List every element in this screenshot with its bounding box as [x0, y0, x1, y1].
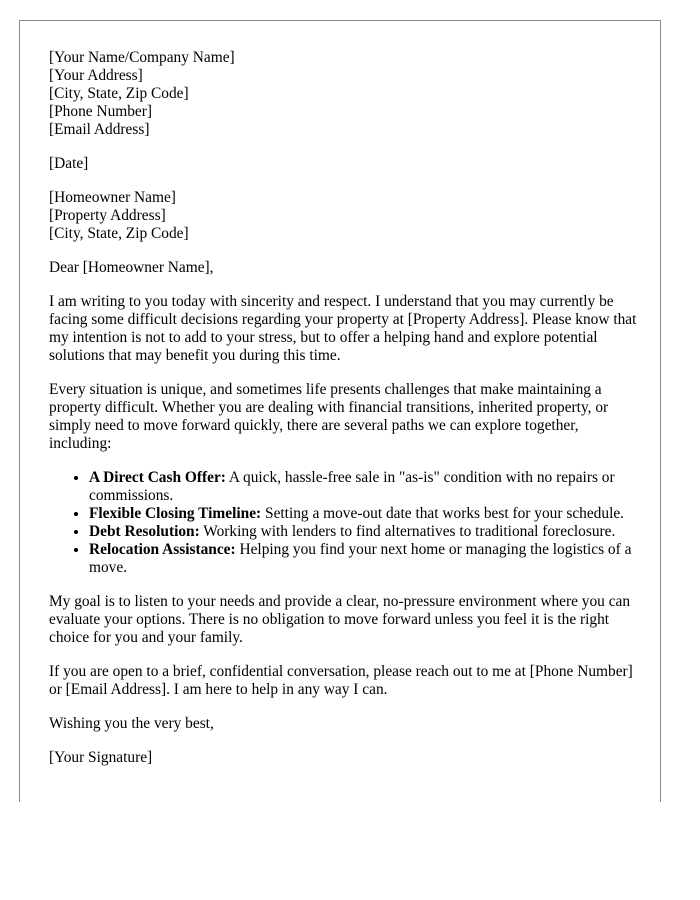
list-item	[89, 541, 639, 577]
recipient-block	[49, 189, 639, 243]
list-item	[89, 523, 639, 541]
situation-paragraph: Every situation is unique, and sometimes life presents challenges that make maintaining a property difficult. Whether you are dealing with financial transitions, inherited property, or simply need to move forward quickly, there are several paths we can explore together, including:	[49, 381, 609, 452]
recipient-city: [City, State, Zip Code]	[49, 225, 189, 242]
sender-address: [Your Address]	[49, 67, 143, 84]
closing: Wishing you the very best,	[49, 715, 214, 732]
option-title: Flexible Closing Timeline:	[89, 505, 262, 522]
option-title: Relocation Assistance:	[89, 541, 236, 558]
sender-name: [Your Name/Company Name]	[49, 49, 235, 66]
sender-phone: [Phone Number]	[49, 103, 153, 120]
letter-date: [Date]	[49, 155, 89, 172]
option-text: A quick, hassle-free sale in "as-is" condition with no repairs or commissions.	[89, 469, 615, 504]
sender-block	[49, 49, 639, 139]
signature: [Your Signature]	[49, 749, 153, 766]
recipient-address: [Property Address]	[49, 207, 166, 224]
option-title: A Direct Cash Offer:	[89, 469, 226, 486]
sender-city: [City, State, Zip Code]	[49, 85, 189, 102]
intro-paragraph: I am writing to you today with sincerity and respect. I understand that you may currently be facing some difficult decisions regarding your property at [Property Address]. Please know that my intention is not to add to your stress, but to offer a helping hand and explore potential solutions that may benefit you during this time.	[49, 293, 637, 364]
option-text: Helping you find your next home or managing the logistics of a move.	[89, 541, 632, 576]
sender-email: [Email Address]	[49, 121, 150, 138]
letter-page	[19, 20, 661, 802]
recipient-name: [Homeowner Name]	[49, 189, 176, 206]
contact-paragraph: If you are open to a brief, confidential conversation, please reach out to me at [Phone Number] or [Email Address]. I am here to help in any way I can.	[49, 663, 633, 698]
salutation: Dear [Homeowner Name],	[49, 259, 214, 276]
goal-paragraph: My goal is to listen to your needs and provide a clear, no-pressure environment where you can evaluate your options. There is no obligation to move forward unless you feel it is the right choice for you and your family.	[49, 593, 631, 646]
list-item	[89, 505, 639, 523]
date-block	[49, 155, 639, 173]
options-list	[49, 469, 639, 577]
option-text: Working with lenders to find alternatives to traditional foreclosure.	[199, 523, 616, 540]
option-text: Setting a move-out date that works best for your schedule.	[261, 505, 625, 522]
option-title: Debt Resolution:	[89, 523, 200, 540]
letter-body	[49, 49, 639, 783]
list-item	[89, 469, 639, 505]
